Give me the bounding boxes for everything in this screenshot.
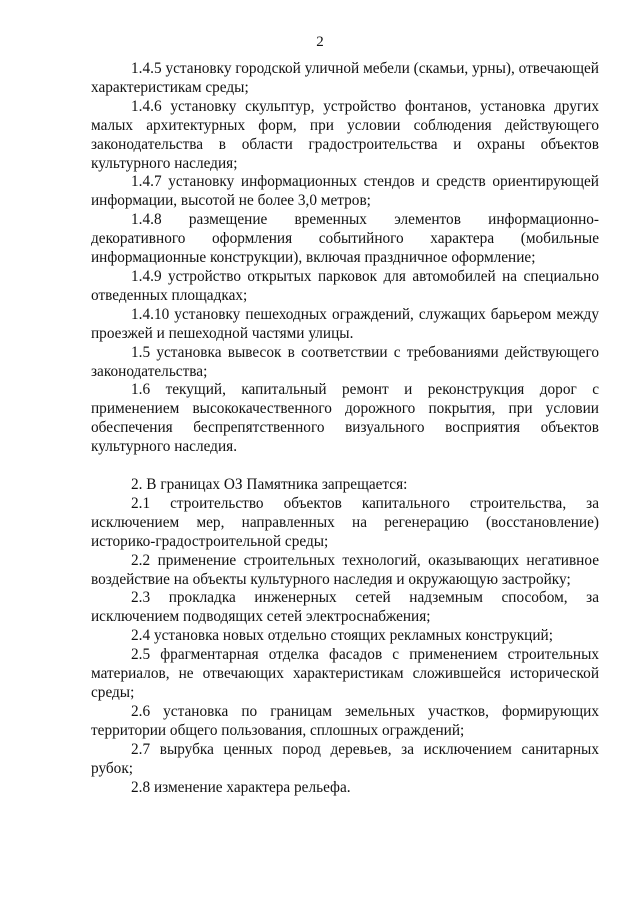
clause-2-4: 2.4 установка новых отдельно стоящих рекламных конструкций; <box>131 627 553 645</box>
clause-1-4-8: 1.4.8 размещение временных элементов информационно-декоративного оформления событийного характера (мобильные информационные конструкции), включая праздничное оформление; <box>91 211 599 267</box>
permitted-works-section <box>91 60 599 457</box>
document-body <box>91 60 599 797</box>
clause-1-4-6: 1.4.6 установку скульптур, устройство фонтанов, установка других малых архитектурных форм, при условии соблюдения действующего законодательства в области градостроительства и охраны объектов культурного наследия; <box>91 97 599 172</box>
clause-2-3: 2.3 прокладка инженерных сетей надземным способом, за исключением подводящих сетей электроснабжения; <box>91 589 599 626</box>
clause-2-1: 2.1 строительство объектов капитального строительства, за исключением мер, направленных на регенерацию (восстановление) историко-градостроительной среды; <box>91 494 599 550</box>
clause-1-4-7: 1.4.7 установку информационных стендов и средств ориентирующей информации, высотой не более 3,0 метров; <box>91 173 599 210</box>
clause-1-4-9: 1.4.9 устройство открытых парковок для автомобилей на специально отведенных площадках; <box>91 267 599 304</box>
section-2-heading: 2. В границах ОЗ Памятника запрещается: <box>131 476 408 494</box>
clause-1-5: 1.5 установка вывесок в соответствии с требованиями действующего законодательства; <box>91 343 599 380</box>
clause-2-2: 2.2 применение строительных технологий, оказывающих негативное воздействие на объекты культурного наследия и окружающую застройку; <box>91 551 599 588</box>
clause-1-4-5: 1.4.5 установку городской уличной мебели (скамьи, урны), отвечающей характеристикам среды; <box>91 60 599 96</box>
page-number: 2 <box>316 34 324 50</box>
clause-1-6: 1.6 текущий, капитальный ремонт и реконструкция дорог с применением высококачественного дорожного покрытия, при условии обеспечения беспрепятственного визуального восприятия объектов культурного наследия. <box>91 381 599 456</box>
prohibited-works-section <box>91 476 599 797</box>
clause-2-5: 2.5 фрагментарная отделка фасадов с применением строительных материалов, не отвечающих характеристикам сложившейся исторической среды; <box>91 646 599 701</box>
clause-2-6: 2.6 установка по границам земельных участков, формирующих территории общего пользования, сплошных ограждений; <box>91 702 599 739</box>
clause-1-4-10: 1.4.10 установку пешеходных ограждений, служащих барьером между проезжей и пешеходной частями улицы. <box>91 305 599 342</box>
section-gap <box>91 457 599 476</box>
clause-2-7: 2.7 вырубка ценных пород деревьев, за исключением санитарных рубок; <box>91 740 599 777</box>
clause-2-8: 2.8 изменение характера рельефа. <box>131 778 351 796</box>
